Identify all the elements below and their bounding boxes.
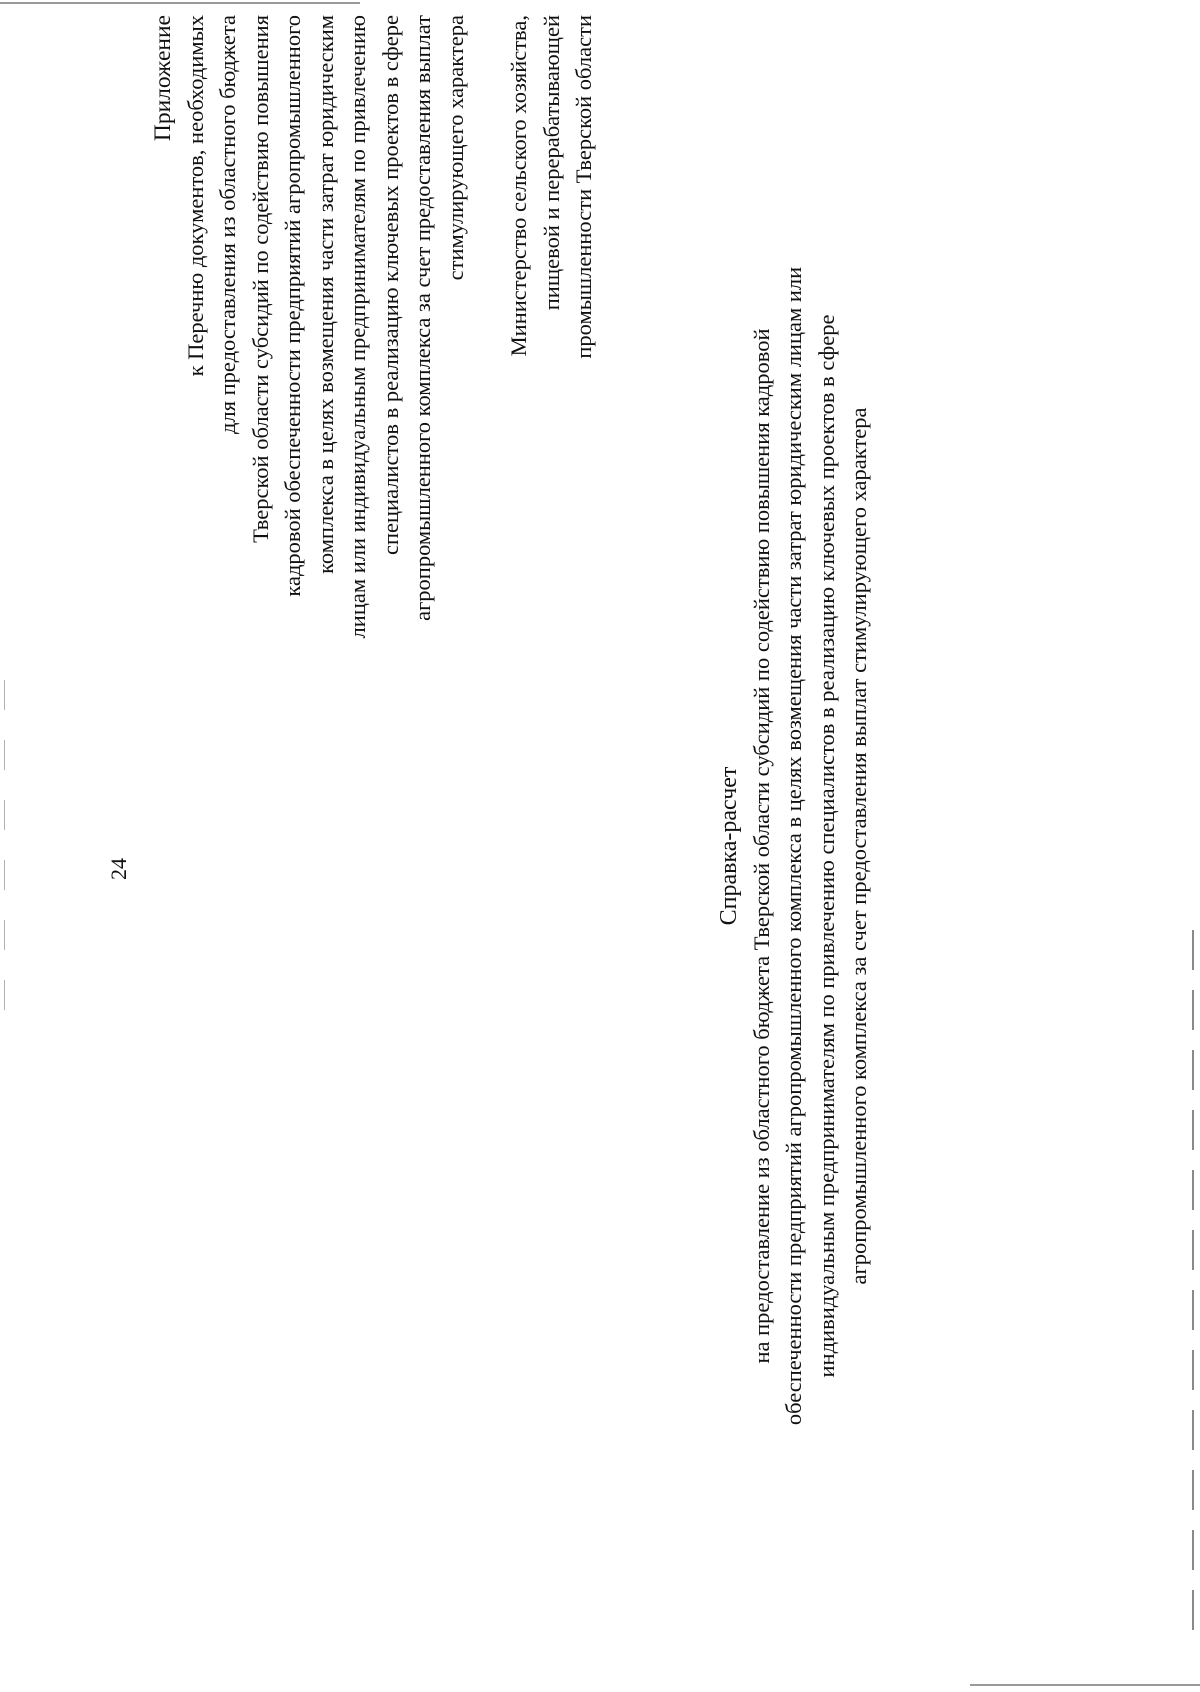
appendix-line: для предоставления из областного бюджета [215,15,240,435]
calculation-line: на предоставление из областного бюджета Тверской области субсидий по содействию повышения кадровой [748,328,774,1364]
appendix-line: специалистов в реализацию ключевых проектов в сфере [377,15,403,555]
appendix-line: к Перечню документов, необходимых [182,15,208,377]
calculation-line: индивидуальным предпринимателям по привлечению специалистов в реализацию ключевых проектов в сфере [813,314,839,1378]
appendix-line: Тверской области субсидий по содействию повышения [247,15,273,543]
ministry-addressee [503,15,601,415]
calculation-title-block [713,0,876,1692]
page-number: 24 [106,858,131,880]
appendix-line: лицам или индивидуальным предпринимателям по привлечению [345,15,370,639]
calculation-line: обеспеченности предприятий агропромышленного комплекса в целях возмещения части затрат юридическим лицам или [781,266,806,1426]
appendix-line: комплекса в целях возмещения части затрат юридическим [312,15,338,574]
appendix-title: Приложение [150,15,176,142]
ministry-line: Министерство сельского хозяйства, [506,15,531,357]
calculation-line: агропромышленного комплекса за счет предоставления выплат стимулирующего характера [846,407,871,1285]
ministry-line: промышленности Тверской области [571,15,596,359]
ministry-line: пищевой и перерабатывающей [538,15,564,311]
appendix-line: кадровой обеспеченности предприятий агропромышленного [280,15,305,597]
appendix-block [147,15,472,735]
calculation-heading: Справка-расчет [716,766,742,926]
appendix-line: стимулирующего характера [442,15,468,281]
appendix-line: агропромышленного комплекса за счет предоставления выплат [410,15,435,621]
